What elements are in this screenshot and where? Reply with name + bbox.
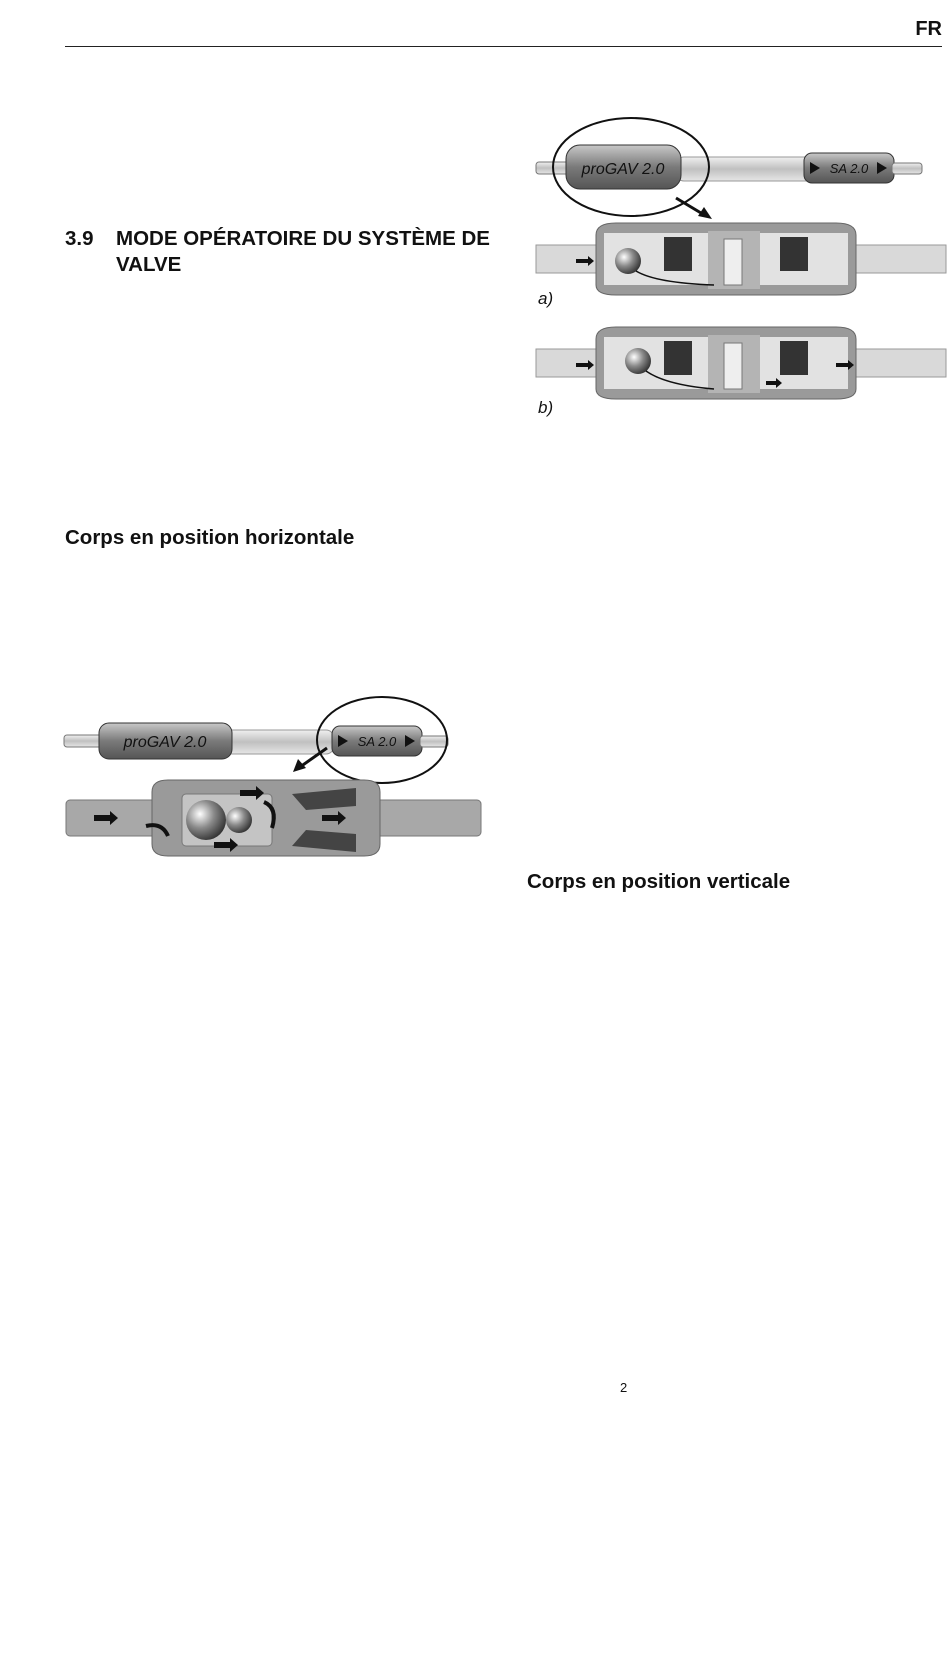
valve-assembly	[536, 118, 922, 219]
valve-assembly-bottom	[64, 697, 448, 783]
subheading-vertical: Corps en position verticale	[527, 870, 791, 893]
caption-b: b)	[538, 398, 554, 417]
sa-label-bottom: SA 2.0	[357, 734, 397, 749]
progav-label-bottom: proGAV 2.0	[123, 734, 207, 751]
progav-valve-figure	[536, 115, 946, 420]
cross-section-b	[536, 327, 946, 399]
page-number: 2	[620, 1380, 628, 1395]
section-number: 3.9	[65, 227, 94, 250]
subheading-horizontal: Corps en position horizontale	[65, 526, 355, 549]
cross-section-a	[536, 223, 946, 295]
sa-cross-section	[66, 780, 481, 856]
caption-a: a)	[538, 289, 554, 308]
sa-label: SA 2.0	[829, 161, 869, 176]
section-title: MODE OPÉRATOIRE DU SYSTÈME DE VALVE	[116, 227, 490, 276]
progav-label: proGAV 2.0	[581, 161, 665, 178]
language-code: FR	[915, 18, 942, 40]
sa-valve-figure	[64, 680, 484, 890]
header-rule	[65, 46, 942, 47]
